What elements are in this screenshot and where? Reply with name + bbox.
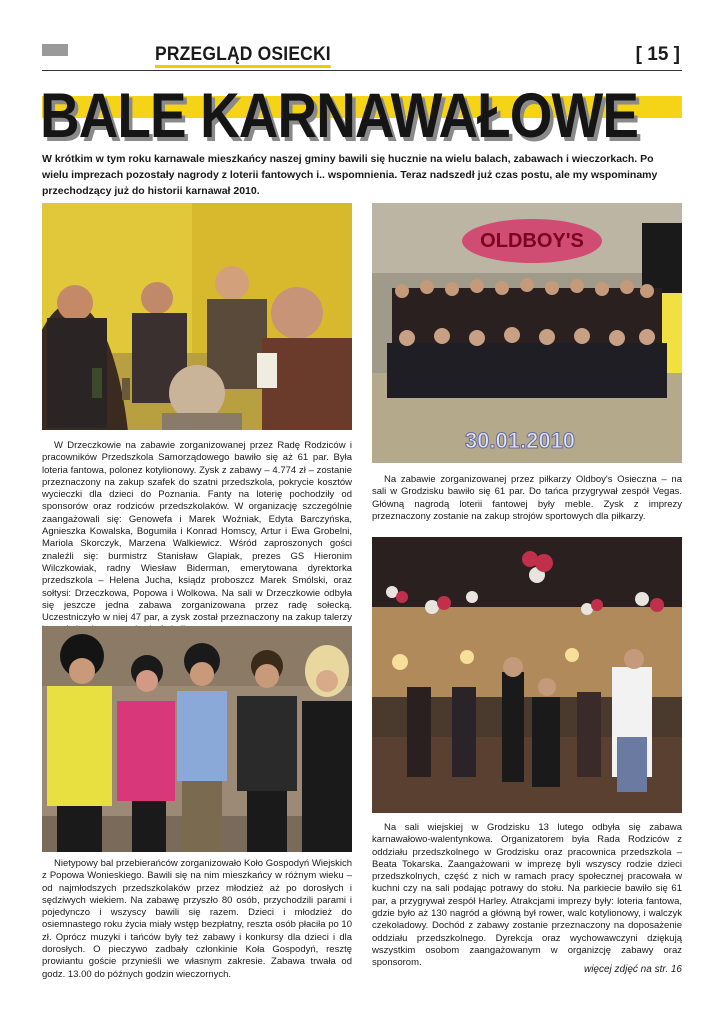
lead-paragraph: W krótkim w tym roku karnawale mieszkańcy naszej gminy bawili się hucznie na wielu balach, zabawach i wieczorkach. Po wielu imprezach pozostały nagrody z loterii fantowych i.. wspomnienia. Teraz nadszedł już czas postu, ale my wspominamy przechodzący już do historii karnawał 2010. xyxy=(42,153,658,197)
header-marker xyxy=(42,44,68,56)
photo-costume-party xyxy=(42,626,352,852)
section-title: PRZEGLĄD OSIECKI xyxy=(155,44,331,66)
photo-oldboys-group xyxy=(372,203,682,463)
page-number: [ 15 ] xyxy=(635,44,680,65)
caption-oldboys: Na zabawie zorganizowanej przez piłkarzy Oldboy's Osieczna – na sali w Grodzisku bawiło się 61 par. Do tańca przygrywał zespół Vegas. Główną nagrodą loterii fantowej były meble. Zysk z imprezy przeznaczony zostanie na zakup strojów sportowych dla piłkarzy. xyxy=(372,474,682,522)
caption-drzeczkowo: W Drzeczkowie na zabawie zorganizowanej przez Radę Rodziców i pracowników Przedszkola Samorządowego bawiło się aż 61 par. Była loteria fantowa, polonez kotylionowy. Zysk z zabawy – 4.774 zł – zostanie przeznaczony na zakup szafek do szatni przedszkola, pokrycie kosztów wycieczki dla dzieci do Poznania. Fanty na loterię pochodziły od sponsorów oraz rodziców przedszkolaków. W organizację szczególnie zaangażowali się: Genowefa i Marek Woźniak, Edyta Barczyńska, Agnieszka Kowalska, Bogumiła i Konrad Homscy, Artur i Ewa Grobelni, Mariola Skorczyk, Marzena Walkiewicz. Wśród zaproszonych gości znaleźli się: burmistrz Stanisław Glapiak, prezes GS Hieronim Wilczkowiak, radny Wiesław Biderman, emerytowana dyrektorka przedszkola – Helena Jucha, ksiądz proboszcz Marek Smólski, oraz sołtysi: Drzeczkowa, Popowa i Wolkowa. Na sali w Drzeczkowie odbyła się jeszcze jedna zabawa zorganizowana przez radę sołecką. Uczestniczyło w niej 47 par, a zysk został przeznaczony na zakup talerzy xyxy=(42,440,352,624)
headline: BALE KARNAWAŁOWE xyxy=(40,81,639,151)
photo-drzeczkowo-party xyxy=(42,203,352,430)
caption-grodzisko: Na sali wiejskiej w Grodzisku 13 lutego odbyła się zabawa karnawałowo-walentynkowa. Organizatorem była Rada Rodziców z oddziału przedszkolnego w Grodzisku oraz pracownica przedszkola – Beata Tokarska. Zaangażowani w imprezę byli wszyscy rodzie dzieci przedszkolnych, część z nich w ramach pracy społecznej pracowała w kuchni czy na sali podając potrawy do stołu. Na parkiecie bawiło się 61 par, a przygrywał zespół Harley. Atrakcjami imprezy były: loteria fantowa, gdzie było aż 130 nagród a główną był rower, walc kotylionowy, i walczyk czekoladowy. Dochód z zabawy zostanie przeznaczony na doposażenie oddziału przedszkolnego. Dyrekcja oraz wychowawczyni dziękują wszystkim osobom zaangażowanym w organizcję zabawy oraz sponsorom. xyxy=(372,822,682,969)
date-overlay: 30.01.2010 xyxy=(464,428,576,453)
photo-grodzisko-dance xyxy=(372,537,682,813)
header-rule xyxy=(42,70,682,71)
more-photos-note: więcej zdjęć na str. 16 xyxy=(583,964,682,975)
banner-text: OLDBOY'S xyxy=(480,230,584,252)
caption-przebierancy: Nietypowy bal przebierańców zorganizowało Koło Gospodyń Wiejskich z Popowa Wonieskiego. Bawili się na nim mieszkańcy w różnym wieku – od najmłodszych przedszkolaków przez młodzież aż po dorosłych i sędziwych wiekiem. Na zabawę przyszło 80 osób, przychodzili parami i pojedynczo i wszyscy bawili się razem. Dzieci i młodzież do osiemnastego roku życia miały wstęp bezpłatny, reszta osób płaciła po 10 zł. Oprócz muzyki i tańców były też zabawy i konkursy dla dzieci i dla dorosłych. O pieczywo zadbały członkinie Koła Gospodyń, resztę prowiantu goście przynieśli we własnym zakresie. Zabawa trwała od godz. 13.00 do późnych godzin wieczornych. xyxy=(42,858,352,980)
